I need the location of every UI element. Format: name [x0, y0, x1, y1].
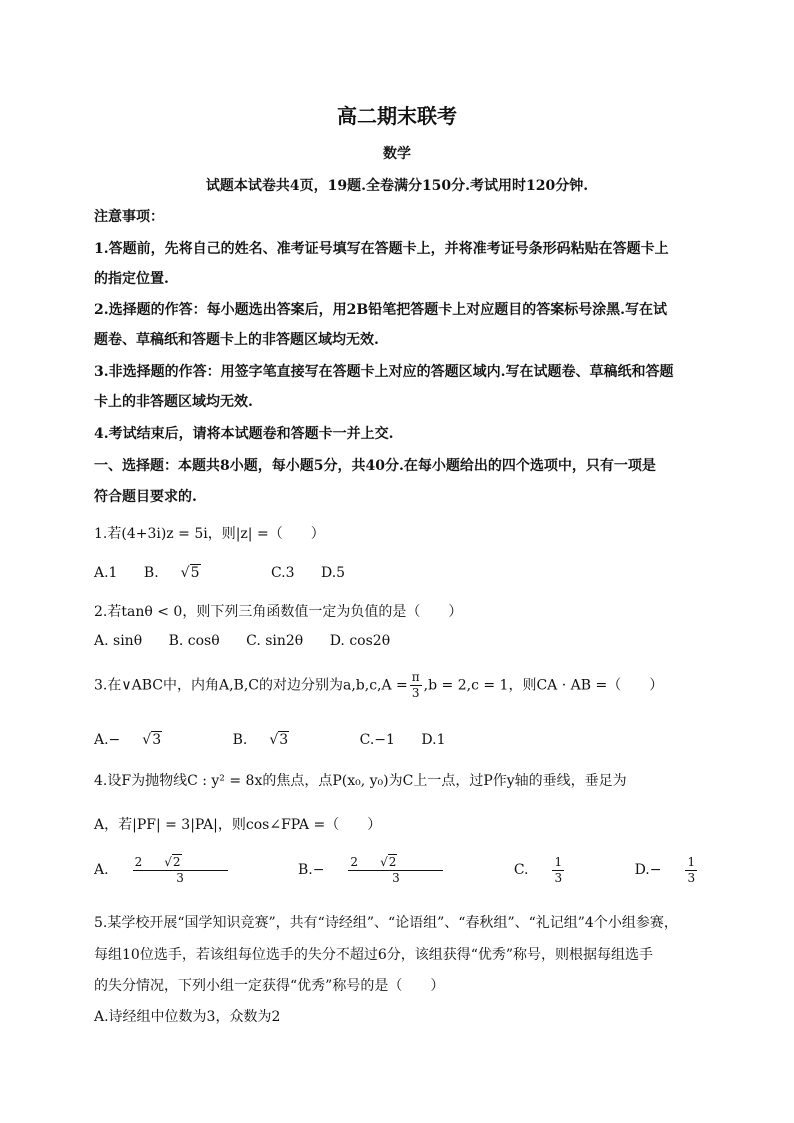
question-1-stem: [94, 523, 325, 543]
question-5-line-1: 5.某学校开展“国学知识竞赛”，共有“诗经组”、“论语组”、“春秋组”、“礼记组”4个小组参赛，: [94, 915, 678, 931]
q4-option-b-label: B.−: [297, 862, 325, 878]
q1-mid: ，则: [207, 526, 236, 542]
note-4: 4.考试结束后，请将本试题卷和答题卡一并上交.: [94, 426, 394, 442]
q1-option-b-label: B.: [143, 565, 159, 581]
question-1-options: [94, 564, 367, 581]
q4-option-d: [635, 855, 742, 886]
note-2-line-2: 题卷、草稿纸和答题卡上的非答题区域均无效.: [94, 332, 379, 348]
q3-option-a-label: A.−: [94, 732, 121, 748]
q4-option-c: [514, 855, 608, 886]
question-5-line-3: 的失分情况，下列小组一定获得“优秀”称号的是（ ）: [94, 978, 445, 994]
q4-option-b-coeff: 2: [350, 855, 359, 869]
q1-option-b: [144, 564, 245, 581]
sqrt-symbol: √2: [380, 855, 397, 869]
q1-prefix: 1.若: [94, 526, 122, 542]
q1-tail: （ ）: [268, 526, 325, 542]
q2-option-c: C. sin2θ: [246, 633, 304, 649]
q1-expression: (4+3i)z = 5i: [121, 526, 208, 542]
q3-option-b: [233, 731, 334, 748]
q3-fraction: [410, 670, 422, 701]
q3-mid: ,b = 2,c = 1，则: [423, 677, 537, 694]
q2-expression: tanθ < 0: [121, 604, 183, 620]
question-3-stem: [94, 670, 663, 701]
question-4-line-2: A，若|PF| = 3|PA|，则cos∠FPA =（ ）: [94, 817, 382, 833]
q1-option-b-radicand: 5: [190, 565, 200, 581]
note-1-line-1: 1.答题前，先将自己的姓名、准考证号填写在答题卡上，并将准考证号条形码粘贴在答题卡上: [94, 241, 669, 257]
sqrt-symbol: √3: [142, 732, 162, 748]
q4-option-d-numerator: 1: [687, 854, 696, 869]
q2-suffix: ，则下列三角函数值一定为负值的是（ ）: [182, 604, 463, 620]
question-2-stem: [94, 601, 462, 621]
q4-option-d-label: D.−: [634, 862, 662, 878]
sqrt-symbol: √3: [269, 732, 289, 748]
q4-option-a: [94, 854, 272, 886]
sqrt-symbol: √2: [164, 855, 181, 869]
q4-option-c-label: C.: [513, 862, 529, 878]
sqrt-symbol: √5: [180, 565, 200, 581]
q1-option-a: A.1: [94, 565, 118, 581]
q3-option-d: D.1: [421, 732, 446, 748]
q4-option-c-fraction: [552, 855, 586, 886]
q1-abs: |z| =: [235, 526, 269, 542]
q4-option-c-denominator: 3: [554, 870, 563, 885]
q4-option-b-fraction: [348, 854, 465, 886]
q4-option-a-radicand: 2: [172, 855, 181, 869]
q3-tail: （ ）: [607, 677, 664, 694]
q3-option-b-radicand: 3: [279, 732, 289, 748]
q3-vector-expression: CA · AB =: [536, 677, 608, 694]
q4-option-a-numerator: [133, 854, 228, 871]
q3-fraction-numerator: π: [411, 670, 420, 684]
q2-option-b: B. cosθ: [168, 633, 220, 649]
question-5-line-2: 每组10位选手，若该组每位选手的失分不超过6分，该组获得“优秀”称号，则根据每组选手: [94, 947, 654, 963]
q4-option-a-label: A.: [94, 862, 109, 878]
q3-option-a-radicand: 3: [152, 732, 162, 748]
q4-option-d-fraction: [685, 855, 719, 886]
q4-option-a-fraction: [133, 854, 250, 886]
question-3-options: [94, 731, 468, 748]
q3-option-c: C.−1: [359, 732, 395, 748]
q3-fraction-denominator: 3: [411, 686, 420, 700]
question-4-options: [94, 854, 763, 886]
q4-option-b: [298, 854, 487, 886]
notes-heading: 注意事项：: [94, 209, 164, 225]
q4-option-a-denominator: 3: [176, 871, 184, 885]
q5-option-a: A.诗经组中位数为3，众数为2: [94, 1009, 281, 1025]
question-4-line-1: 4.设F为抛物线C : y² = 8x的焦点，点P(x₀, y₀)为C上一点，过P作y轴的垂线，垂足为: [94, 773, 627, 789]
q1-option-c: C.3: [270, 565, 295, 581]
question-2-options: [94, 633, 412, 649]
q1-option-d: D.5: [321, 565, 346, 581]
q2-option-a: A. sinθ: [94, 633, 143, 649]
q3-option-a: [94, 731, 206, 748]
exam-info: 试题本试卷共4页，19题.全卷满分150分.考试用时120分钟.: [205, 178, 589, 194]
note-1-line-2: 的指定位置.: [94, 271, 169, 287]
q3-prefix: 3.在∨ABC中，内角A,B,C的对边分别为a,b,c,A =: [94, 677, 408, 694]
section-1-line-1: 一、选择题：本题共8小题，每小题5分，共40分.在每小题给出的四个选项中，只有一项是: [94, 458, 656, 474]
exam-title: 高二期末联考: [337, 104, 457, 128]
note-3-line-1: 3.非选择题的作答：用签字笔直接写在答题卡上对应的答题区域内.写在试题卷、草稿纸和答题: [94, 364, 674, 380]
q2-option-d: D. cos2θ: [329, 633, 391, 649]
q4-option-b-denominator: 3: [392, 871, 400, 885]
q4-option-b-numerator: [348, 854, 443, 871]
note-3-line-2: 卡上的非答题区域均无效.: [94, 394, 253, 410]
note-2-line-1: 2.选择题的作答：每小题选出答案后，用2B铅笔把答题卡上对应题目的答案标号涂黑.写在试: [94, 302, 668, 318]
q4-option-a-coeff: 2: [134, 855, 143, 869]
q4-option-b-radicand: 2: [388, 855, 397, 869]
q4-option-c-numerator: 1: [554, 854, 563, 869]
section-1-line-2: 符合题目要求的.: [94, 489, 197, 505]
exam-subject: 数学: [383, 146, 411, 162]
q2-prefix: 2.若: [94, 604, 122, 620]
q4-option-d-denominator: 3: [687, 870, 696, 885]
q3-option-b-label: B.: [232, 732, 248, 748]
